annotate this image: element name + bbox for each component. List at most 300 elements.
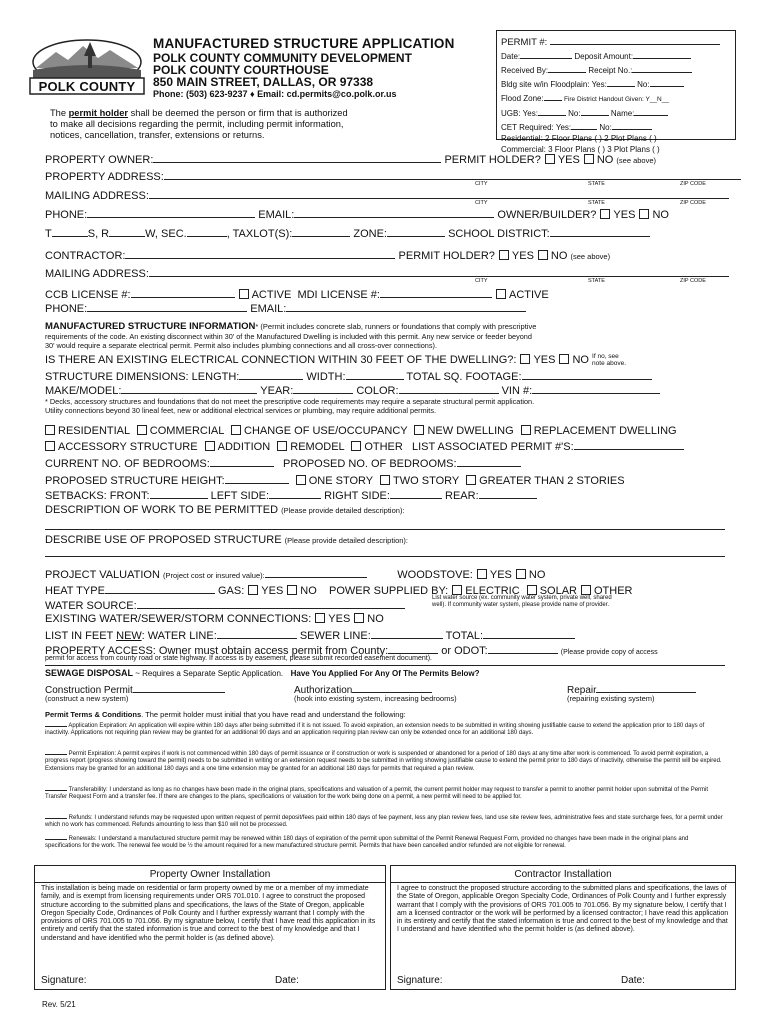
proposed-bedrooms-field[interactable] [457, 456, 521, 467]
taxlot-label: , TAXLOT(S): [226, 228, 293, 240]
bedrooms-row [45, 456, 725, 470]
property-owner-field[interactable] [153, 152, 441, 163]
right-side-label: RIGHT SIDE: [324, 490, 390, 502]
owner-date-field[interactable] [310, 972, 380, 986]
power-supplied-label: POWER SUPPLIED BY: [329, 585, 449, 597]
cet-no-label: No: [599, 123, 612, 132]
connections-no-checkbox[interactable] [354, 613, 364, 623]
solar-label: SOLAR [539, 585, 577, 597]
make-model-row [45, 383, 725, 397]
existing-connections-label: EXISTING WATER/SEWER/STORM CONNECTIONS: [45, 613, 312, 625]
active-label: ACTIVE [251, 289, 292, 301]
msi-note-line: requirements of the code. An existing disconnect within 30' of the Manufactured Dwelling is included with this permit. Any new service or feeder beyond [45, 332, 532, 341]
ccb-license-label: CCB LICENSE #: [45, 289, 131, 301]
if-no-note [592, 353, 626, 367]
msi-note-line: 30' would require a separate electrical permit. Permit also includes plumbing connections and all cross-over connections). [45, 341, 437, 350]
terms-text: Permit Expiration: A permit expires if work is not commenced within 180 days of permit issuance or if construction or work is suspended or abandoned for a period of 180 days at any time after work is commenced. To avoid permit expiration, a progress report (progress showing toward the permit) needs to be submitted in writing or an extension request needs to be submitted in writing showing justifiable cause to extend the permit prior to 180 days of inactivity, otherwise the permit will be expired. Extensions may be granted for an additional 180 days and a one time extension may be granted for an additional 180 days for permits that required a plan review. [45, 751, 722, 772]
mailing-address-row [45, 188, 725, 202]
left-setback-field[interactable] [269, 488, 321, 499]
taxlot-field[interactable] [292, 226, 350, 237]
odot-label: or ODOT: [441, 645, 488, 657]
owner-date-label: Date: [275, 975, 299, 986]
authorization-field[interactable] [352, 682, 432, 693]
contractor-email-field[interactable] [286, 301, 526, 312]
floodplain-label: Bldg site w/in Floodplain: Yes: [501, 80, 607, 89]
current-bedrooms-label: CURRENT NO. OF BEDROOMS: [45, 458, 210, 470]
fire-district-label: Fire District Handout Given: Y__N__ [563, 96, 669, 103]
received-by-field[interactable] [548, 62, 586, 73]
property-address-label: PROPERTY ADDRESS: [45, 171, 164, 183]
owner-permit-holder-no-checkbox[interactable] [584, 154, 594, 164]
owner-signature-label: Signature: [41, 975, 87, 986]
property-owner-label: PROPERTY OWNER: [45, 154, 154, 166]
addition-checkbox[interactable] [205, 441, 215, 451]
section-divider [45, 665, 725, 666]
property-access-label: PROPERTY ACCESS: Owner must obtain access permit from County: [45, 645, 389, 657]
contractor-mailing-field[interactable] [149, 266, 729, 277]
electrical-question: IS THERE AN EXISTING ELECTRICAL CONNECTION WITHIN 30 FEET OF THE DWELLING?: [45, 354, 517, 366]
receipt-label: Receipt No.: [588, 66, 633, 75]
change-of-use-checkbox[interactable] [231, 425, 241, 435]
state-caption: STATE [588, 278, 605, 284]
owner-installation-box [34, 865, 386, 990]
repair-note: (repairing existing system) [567, 694, 655, 703]
heat-type-label: HEAT TYPE [45, 585, 105, 597]
contractor-installation-box [390, 865, 736, 990]
office-address: 850 MAIN STREET, DALLAS, OR 97338 [153, 75, 374, 89]
change-of-use-label: CHANGE OF USE/OCCUPANCY [244, 425, 408, 437]
power-other-label: OTHER [594, 585, 633, 597]
make-model-label: MAKE/MODEL: [45, 385, 122, 397]
addition-label: ADDITION [217, 441, 271, 453]
owner-signature-field[interactable] [95, 972, 265, 986]
sewage-heading: SEWAGE DISPOSAL [45, 668, 134, 678]
year-field[interactable] [293, 383, 353, 394]
gas-label: GAS: [217, 585, 245, 597]
contractor-contact-row [45, 301, 725, 315]
msi-heading-row [45, 321, 725, 332]
owner-builder-yes-checkbox[interactable] [600, 209, 610, 219]
name-field[interactable] [634, 105, 668, 116]
property-address-field[interactable] [164, 169, 741, 180]
owner-installation-title: Property Owner Installation [35, 866, 385, 883]
access-copy-note: (Please provide copy of access [560, 649, 658, 656]
vin-field[interactable] [532, 383, 660, 394]
cet-no-field[interactable] [612, 119, 652, 130]
access-note: permit for access from county road or state highway. If access is by easement, please submit recorded easement document). [45, 655, 432, 662]
left-side-label: LEFT SIDE: [210, 490, 270, 502]
replacement-dwelling-label: REPLACEMENT DWELLING [533, 425, 677, 437]
no-label: NO [300, 585, 317, 597]
township-label: T [45, 228, 52, 240]
other-label: OTHER [364, 441, 403, 453]
right-setback-field[interactable] [390, 488, 442, 499]
water-source-note: List water source (ex. community water system, private well, shared [432, 595, 612, 601]
authorization-label: Authorization [294, 685, 353, 696]
flood-zone-label: Flood Zone: [501, 94, 544, 103]
other-checkbox[interactable] [351, 441, 361, 451]
owner-phone-field[interactable] [87, 207, 255, 218]
city-caption: CITY [475, 200, 488, 206]
date-field[interactable] [520, 48, 572, 59]
contractor-row [45, 248, 725, 262]
zip-caption: ZIP CODE [680, 200, 706, 206]
name-label: Name: [610, 109, 635, 118]
water-source-note: well). If community water system, please provide name of provider. [432, 602, 610, 608]
odot-field[interactable] [488, 643, 558, 654]
owner-builder-label: OWNER/BUILDER? [497, 209, 597, 221]
gas-yes-checkbox[interactable] [248, 585, 258, 595]
electric-label: ELECTRIC [465, 585, 520, 597]
no-label: NO [367, 613, 384, 625]
if-no-text: If no, see [592, 353, 619, 360]
definition-text: The [50, 108, 69, 118]
ugb-no-label: No: [568, 109, 581, 118]
phone-label: PHONE: [45, 303, 88, 315]
mdi-active-checkbox[interactable] [496, 289, 506, 299]
new-dwelling-label: NEW DWELLING [427, 425, 514, 437]
solar-checkbox[interactable] [527, 585, 537, 595]
city-caption: CITY [475, 278, 488, 284]
two-story-checkbox[interactable] [380, 475, 390, 485]
mailing-address-label: MAILING ADDRESS: [45, 190, 149, 202]
contractor-signature-field[interactable] [451, 972, 611, 986]
woodstove-yes-checkbox[interactable] [477, 569, 487, 579]
valuation-row [45, 567, 725, 581]
terms-application-expiration [45, 721, 725, 738]
height-row [45, 473, 725, 487]
heat-type-field[interactable] [105, 583, 215, 594]
contractor-installation-title: Contractor Installation [391, 866, 735, 883]
floodplain-yes-field[interactable] [607, 76, 635, 87]
septic-question: Have You Applied For Any Of The Permits Below? [290, 669, 480, 678]
dept-name: POLK COUNTY COMMUNITY DEVELOPMENT [153, 51, 412, 65]
list-feet-label: LIST IN FEET [45, 630, 117, 642]
mdi-license-field[interactable] [380, 287, 492, 298]
zip-caption: ZIP CODE [680, 278, 706, 284]
contractor-permit-holder-yes-checkbox[interactable] [499, 250, 509, 260]
authorization-note: (hook into existing system, increasing bedrooms) [294, 694, 457, 703]
water-source-field[interactable] [137, 598, 405, 609]
zone-label: ZONE: [353, 228, 387, 240]
sewage-heading-row [45, 668, 725, 678]
terms-text: Application Expiration: An application will expire within 180 days after being submitted if it is not issued. To avoid expiration, an extension needs to be submitted in writing showing justifiable cause to extend the application prior to 180 days of inactivity. Applications not requiring plan review may be granted for an additional 90 days and an application requiring plan review can only be extended once for an additional 180 days. [45, 723, 705, 737]
rear-label: REAR: [445, 490, 479, 502]
one-story-label: ONE STORY [308, 475, 373, 487]
property-address-row [45, 169, 725, 183]
contractor-date-label: Date: [621, 975, 645, 986]
contractor-field[interactable] [125, 248, 395, 259]
contractor-signature-label: Signature: [397, 975, 443, 986]
decks-note: * Decks, accessory structures and foundations that do not meet the prescriptive code requirements may require a separate structural permit application. [45, 397, 535, 406]
deposit-field[interactable] [633, 48, 691, 59]
construction-note: (construct a new system) [45, 694, 129, 703]
permit-holder-term: permit holder [68, 108, 129, 118]
residential-label: RESIDENTIAL [58, 425, 130, 437]
woodstove-no-checkbox[interactable] [516, 569, 526, 579]
msi-heading: MANUFACTURED STRUCTURE INFORMATION [45, 321, 256, 332]
see-above-note: (see above) [616, 156, 657, 165]
terms-renewals [45, 834, 725, 851]
office-use-box [496, 30, 736, 154]
yes-label: YES [613, 209, 636, 221]
terms-text: Renewals: I understand a manufactured structure permit may be renewed within 180 days of expiration of the permit upon submittal of the Permit Renewal Request Form, provided no changes have been made in the original plans and specifications for the work. The renewal fee would be ½ the amount required for a new manufactured structure permit. Permits that have been cancelled and/or refunded are not eligible for renewal. [45, 836, 689, 850]
zone-field[interactable] [387, 226, 445, 237]
water-line-label: : WATER LINE: [141, 630, 217, 642]
permit-number-field[interactable] [550, 34, 720, 45]
permit-holder-definition [50, 108, 348, 141]
width-label: WIDTH: [306, 371, 346, 383]
sq-footage-label: TOTAL SQ. FOOTAGE: [406, 371, 522, 383]
note-above-text: note above. [592, 360, 627, 367]
yes-label: YES [328, 613, 351, 625]
vin-label: VIN #: [501, 385, 533, 397]
two-story-label: TWO STORY [393, 475, 460, 487]
current-bedrooms-field[interactable] [210, 456, 274, 467]
contractor-label: CONTRACTOR: [45, 250, 126, 262]
line-length-row [45, 628, 725, 642]
school-district-field[interactable] [550, 226, 650, 237]
width-field[interactable] [346, 369, 404, 380]
mailing-address-label: MAILING ADDRESS: [45, 268, 149, 280]
height-label: PROPOSED STRUCTURE HEIGHT: [45, 475, 225, 487]
flood-zone-field[interactable] [544, 90, 562, 101]
construction-permit-label: Construction Permit [45, 685, 133, 696]
valuation-note: (Project cost or insured value): [162, 571, 265, 580]
initial-renewals[interactable] [45, 834, 67, 840]
terms-text: Transferability: I understand as long as no changes have been made in the original plans, specifications and valuation of a permit, the current permit holder may request to transfer a permit to another permit holder upon submittal of the Permit Transfer Request Form and a transfer fee. If there are changes to the plans, specifications or valuation for the work being done on a permit, a new permit will need to be applied for. [45, 787, 709, 801]
deposit-label: Deposit Amount: [574, 52, 634, 61]
ugb-label: UGB: Yes: [501, 109, 538, 118]
total-label: TOTAL: [445, 630, 484, 642]
water-source-row [45, 598, 725, 612]
range-label: S, R [87, 228, 110, 240]
contractor-permit-holder-no-checkbox[interactable] [538, 250, 548, 260]
terms-heading-row [45, 710, 725, 719]
terms-transferability [45, 785, 725, 802]
section-label: W, SEC. [145, 228, 187, 240]
no-label: NO [652, 209, 669, 221]
accessory-label: ACCESSORY STRUCTURE [58, 441, 198, 453]
repair-label: Repair [567, 685, 597, 696]
permit-holder-label: PERMIT HOLDER? [444, 154, 541, 166]
describe-use-line[interactable] [45, 556, 725, 557]
gas-no-checkbox[interactable] [287, 585, 297, 595]
water-source-label: WATER SOURCE: [45, 600, 137, 612]
proposed-bedrooms-label: PROPOSED NO. OF BEDROOMS: [282, 458, 457, 470]
color-field[interactable] [399, 383, 499, 394]
received-by-label: Received By: [501, 66, 549, 75]
owner-permit-holder-yes-checkbox[interactable] [545, 154, 555, 164]
utility-note: Utility connections beyond 30 lineal feet, new or additional electrical services or plumbing, may require additional permits. [45, 406, 436, 415]
ugb-yes-field[interactable] [538, 105, 566, 116]
contractor-mailing-row [45, 266, 725, 280]
height-field[interactable] [225, 473, 289, 484]
repair-field[interactable] [596, 682, 696, 693]
cet-yes-field[interactable] [571, 119, 597, 130]
owner-contact-row [45, 207, 725, 221]
state-caption: STATE [588, 200, 605, 206]
terms-instruction: . The permit holder must initial that you have read and understand the following: [141, 710, 406, 719]
terms-refunds [45, 813, 725, 830]
school-district-label: SCHOOL DISTRICT: [448, 228, 550, 240]
describe-use-note: (Please provide detailed description): [284, 536, 409, 545]
make-model-field[interactable] [121, 383, 257, 394]
greater-than-2-checkbox[interactable] [466, 475, 476, 485]
setbacks-front-label: SETBACKS: FRONT: [45, 490, 150, 502]
contact-line: Phone: (503) 623-9237 ♦ Email: cd.permits@co.polk.or.us [153, 89, 397, 99]
dimensions-row [45, 369, 725, 383]
county-access-field[interactable] [388, 643, 438, 654]
see-above-note: (see above) [570, 252, 611, 261]
heat-power-row [45, 583, 725, 597]
no-label: NO [550, 250, 568, 262]
ccb-active-checkbox[interactable] [239, 289, 249, 299]
msi-note: * (Permit includes concrete slab, runners or foundations that comply with prescriptive [255, 322, 537, 331]
mdi-license-label: MDI LICENSE #: [297, 289, 380, 301]
contractor-phone-field[interactable] [87, 301, 247, 312]
year-label: YEAR: [260, 385, 294, 397]
yes-label: YES [261, 585, 284, 597]
residential-plans: Residential: 2 Floor Plans ( ) 2 Plot Plans ( ) [501, 134, 657, 143]
no-label: NO [528, 569, 546, 581]
yes-label: YES [489, 569, 512, 581]
courthouse-name: POLK COUNTY COURTHOUSE [153, 63, 329, 77]
associated-permits-field[interactable] [574, 439, 684, 450]
contractor-installation-text: I agree to construct the proposed structure according to the submitted plans and specifications, the laws of the State of Oregon, applicable Oregon Specialty Code, Ordinances of Polk County and I further expressly warrant that I comply with the provisions of ORS 701.005 to 701.056. By my signature below, I certify that I am a licensed contractor or the work will be performed by a licensed contractor; I have read this application in its entirety and certify that the stated information is true and correct to the best of my knowledge and that I understand and have identified who the permit holder is (as defined above). [397, 885, 729, 934]
definition-text: to make all decisions regarding the permit, including permit information, [50, 119, 344, 129]
section-field[interactable] [187, 226, 227, 237]
revision-label: Rev. 5/21 [42, 1000, 76, 1009]
definition-text: notices, cancellation, transfer, extensions or returns. [50, 130, 265, 140]
yes-label: YES [557, 154, 580, 166]
connections-row [45, 613, 725, 625]
color-label: COLOR: [356, 385, 399, 397]
power-other-checkbox[interactable] [581, 585, 591, 595]
range-field[interactable] [109, 226, 145, 237]
replacement-dwelling-checkbox[interactable] [521, 425, 531, 435]
remodel-checkbox[interactable] [277, 441, 287, 451]
floodplain-no-label: No: [637, 80, 650, 89]
electric-checkbox[interactable] [452, 585, 462, 595]
contractor-date-field[interactable] [656, 972, 730, 986]
water-line-field[interactable] [217, 628, 297, 639]
associated-permits-label: LIST ASSOCIATED PERMIT #'S: [411, 441, 574, 453]
description-of-work-label: DESCRIPTION OF WORK TO BE PERMITTED [45, 504, 279, 516]
page-title: MANUFACTURED STRUCTURE APPLICATION [153, 36, 455, 51]
construction-permit-field[interactable] [133, 682, 225, 693]
owner-email-field[interactable] [294, 207, 494, 218]
date-label: Date: [501, 52, 521, 61]
project-valuation-label: PROJECT VALUATION [45, 569, 160, 581]
commercial-label: COMMERCIAL [149, 425, 224, 437]
new-emphasis: NEW [116, 630, 142, 642]
accessory-checkbox[interactable] [45, 441, 55, 451]
terms-text: Refunds: I understand refunds may be requested upon written request of permit deposit/fees paid within 180 days of fee payment, less any plan review fees, land use site review fees, administrative fees and state surcharge fees, for a permit under which no work has commenced. Refunds amounting to less than $10 will not be processed. [45, 815, 723, 829]
phone-label: PHONE: [45, 209, 88, 221]
authorization-option[interactable] [294, 682, 514, 703]
length-label: STRUCTURE DIMENSIONS: LENGTH: [45, 371, 240, 383]
terms-heading: Permit Terms & Conditions [45, 710, 142, 719]
work-type-row [45, 439, 725, 453]
permit-holder-label: PERMIT HOLDER? [398, 250, 495, 262]
commercial-checkbox[interactable] [137, 425, 147, 435]
describe-use-row [45, 534, 725, 546]
sewer-line-label: SEWER LINE: [299, 630, 371, 642]
woodstove-label: WOODSTOVE: [397, 569, 473, 581]
initial-refunds[interactable] [45, 813, 67, 819]
floodplain-no-field[interactable] [650, 76, 684, 87]
valuation-field[interactable] [265, 567, 367, 578]
commercial-plans: Commercial: 3 Floor Plans ( ) 3 Plot Plans ( ) [501, 145, 660, 154]
mailing-address-field[interactable] [149, 188, 729, 199]
no-label: NO [572, 354, 589, 366]
cet-label: CET Required: Yes: [501, 123, 572, 132]
description-line[interactable] [45, 529, 725, 530]
front-setback-field[interactable] [150, 488, 208, 499]
state-caption: STATE [588, 181, 605, 187]
terms-permit-expiration [45, 749, 725, 773]
one-story-checkbox[interactable] [296, 475, 306, 485]
electrical-yes-checkbox[interactable] [520, 354, 530, 364]
initial-transferability[interactable] [45, 785, 67, 791]
no-label: NO [596, 154, 614, 166]
new-dwelling-checkbox[interactable] [414, 425, 424, 435]
initial-application-expiration[interactable] [45, 721, 67, 727]
yes-label: YES [533, 354, 556, 366]
yes-label: YES [511, 250, 534, 262]
electrical-no-checkbox[interactable] [559, 354, 569, 364]
length-field[interactable] [239, 369, 303, 380]
description-note: (Please provide detailed description): [281, 506, 405, 515]
sq-footage-field[interactable] [522, 369, 652, 380]
zip-caption: ZIP CODE [680, 181, 706, 187]
sewer-line-field[interactable] [371, 628, 443, 639]
remodel-label: REMODEL [290, 441, 345, 453]
total-field[interactable] [483, 628, 575, 639]
logo-text: POLK COUNTY [38, 79, 136, 94]
structure-type-row [45, 425, 725, 437]
initial-permit-expiration[interactable] [45, 749, 67, 755]
construction-permit-option[interactable] [45, 682, 255, 703]
definition-text: shall be deemed the person or firm that is authorized [128, 108, 348, 118]
greater-than-2-label: GREATER THAN 2 STORIES [479, 475, 625, 487]
repair-option[interactable] [567, 682, 737, 703]
active-label: ACTIVE [508, 289, 549, 301]
city-caption: CITY [475, 181, 488, 187]
owner-builder-no-checkbox[interactable] [639, 209, 649, 219]
electrical-row [45, 353, 725, 367]
setbacks-row [45, 488, 725, 502]
email-label: EMAIL: [258, 209, 295, 221]
owner-row [45, 152, 725, 166]
county-logo [28, 38, 146, 96]
receipt-field[interactable] [632, 62, 692, 73]
description-row [45, 504, 725, 516]
ccb-license-field[interactable] [131, 287, 235, 298]
permit-number-label: PERMIT #: [501, 37, 548, 48]
ugb-no-field[interactable] [581, 105, 609, 116]
septic-requirement: ~ Requires a Separate Septic Application. [133, 669, 284, 678]
legal-description-row [45, 226, 725, 240]
email-label: EMAIL: [250, 303, 287, 315]
residential-checkbox[interactable] [45, 425, 55, 435]
township-field[interactable] [52, 226, 88, 237]
license-row [45, 287, 725, 301]
describe-use-label: DESCRIBE USE OF PROPOSED STRUCTURE [45, 534, 282, 546]
rear-setback-field[interactable] [479, 488, 537, 499]
connections-yes-checkbox[interactable] [315, 613, 325, 623]
